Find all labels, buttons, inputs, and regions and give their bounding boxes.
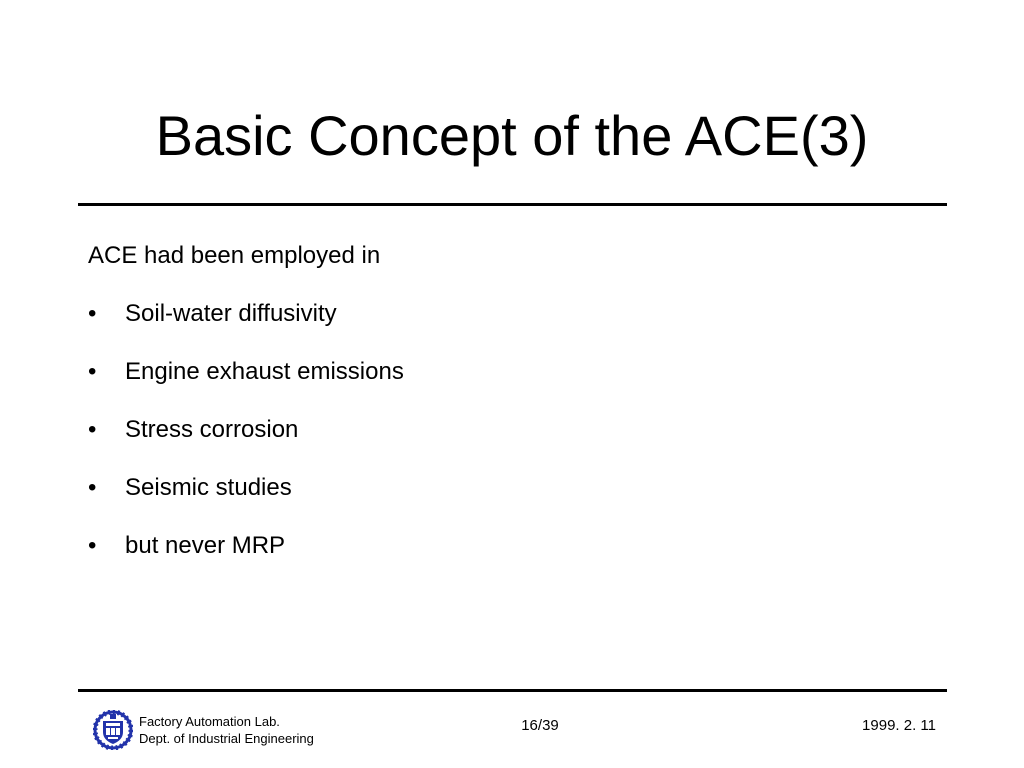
slide-footer (0, 700, 1024, 760)
bullet-text: but never MRP (125, 532, 286, 559)
bullet-item (88, 470, 928, 506)
bullet-icon: • (88, 358, 97, 385)
organization-label (139, 713, 314, 747)
bullet-icon: • (88, 474, 97, 501)
org-dept-name: Dept. of Industrial Engineering (139, 731, 314, 746)
bullet-text: Engine exhaust emissions (125, 358, 404, 385)
slide-title: Basic Concept of the ACE(3) (155, 104, 869, 167)
bullet-item (88, 412, 928, 448)
bullet-item (88, 354, 928, 390)
bullet-icon: • (88, 416, 97, 443)
bullet-icon: • (88, 532, 97, 559)
bullet-text: Seismic studies (125, 474, 292, 501)
bullet-text: Stress corrosion (125, 416, 299, 443)
footer-divider (78, 689, 947, 692)
title-divider (78, 203, 947, 206)
bullet-text: Soil-water diffusivity (125, 300, 337, 327)
bullet-item (88, 528, 928, 564)
bullet-list (88, 296, 928, 564)
bullet-icon: • (88, 300, 97, 327)
bullet-item (88, 296, 928, 332)
slide-date: 1999. 2. 11 (862, 717, 936, 734)
university-emblem-icon (93, 710, 133, 750)
lead-text: ACE had been employed in (88, 242, 381, 269)
org-lab-name: Factory Automation Lab. (139, 714, 280, 729)
page-number: 16/39 (521, 717, 559, 734)
slide-body (88, 238, 928, 586)
